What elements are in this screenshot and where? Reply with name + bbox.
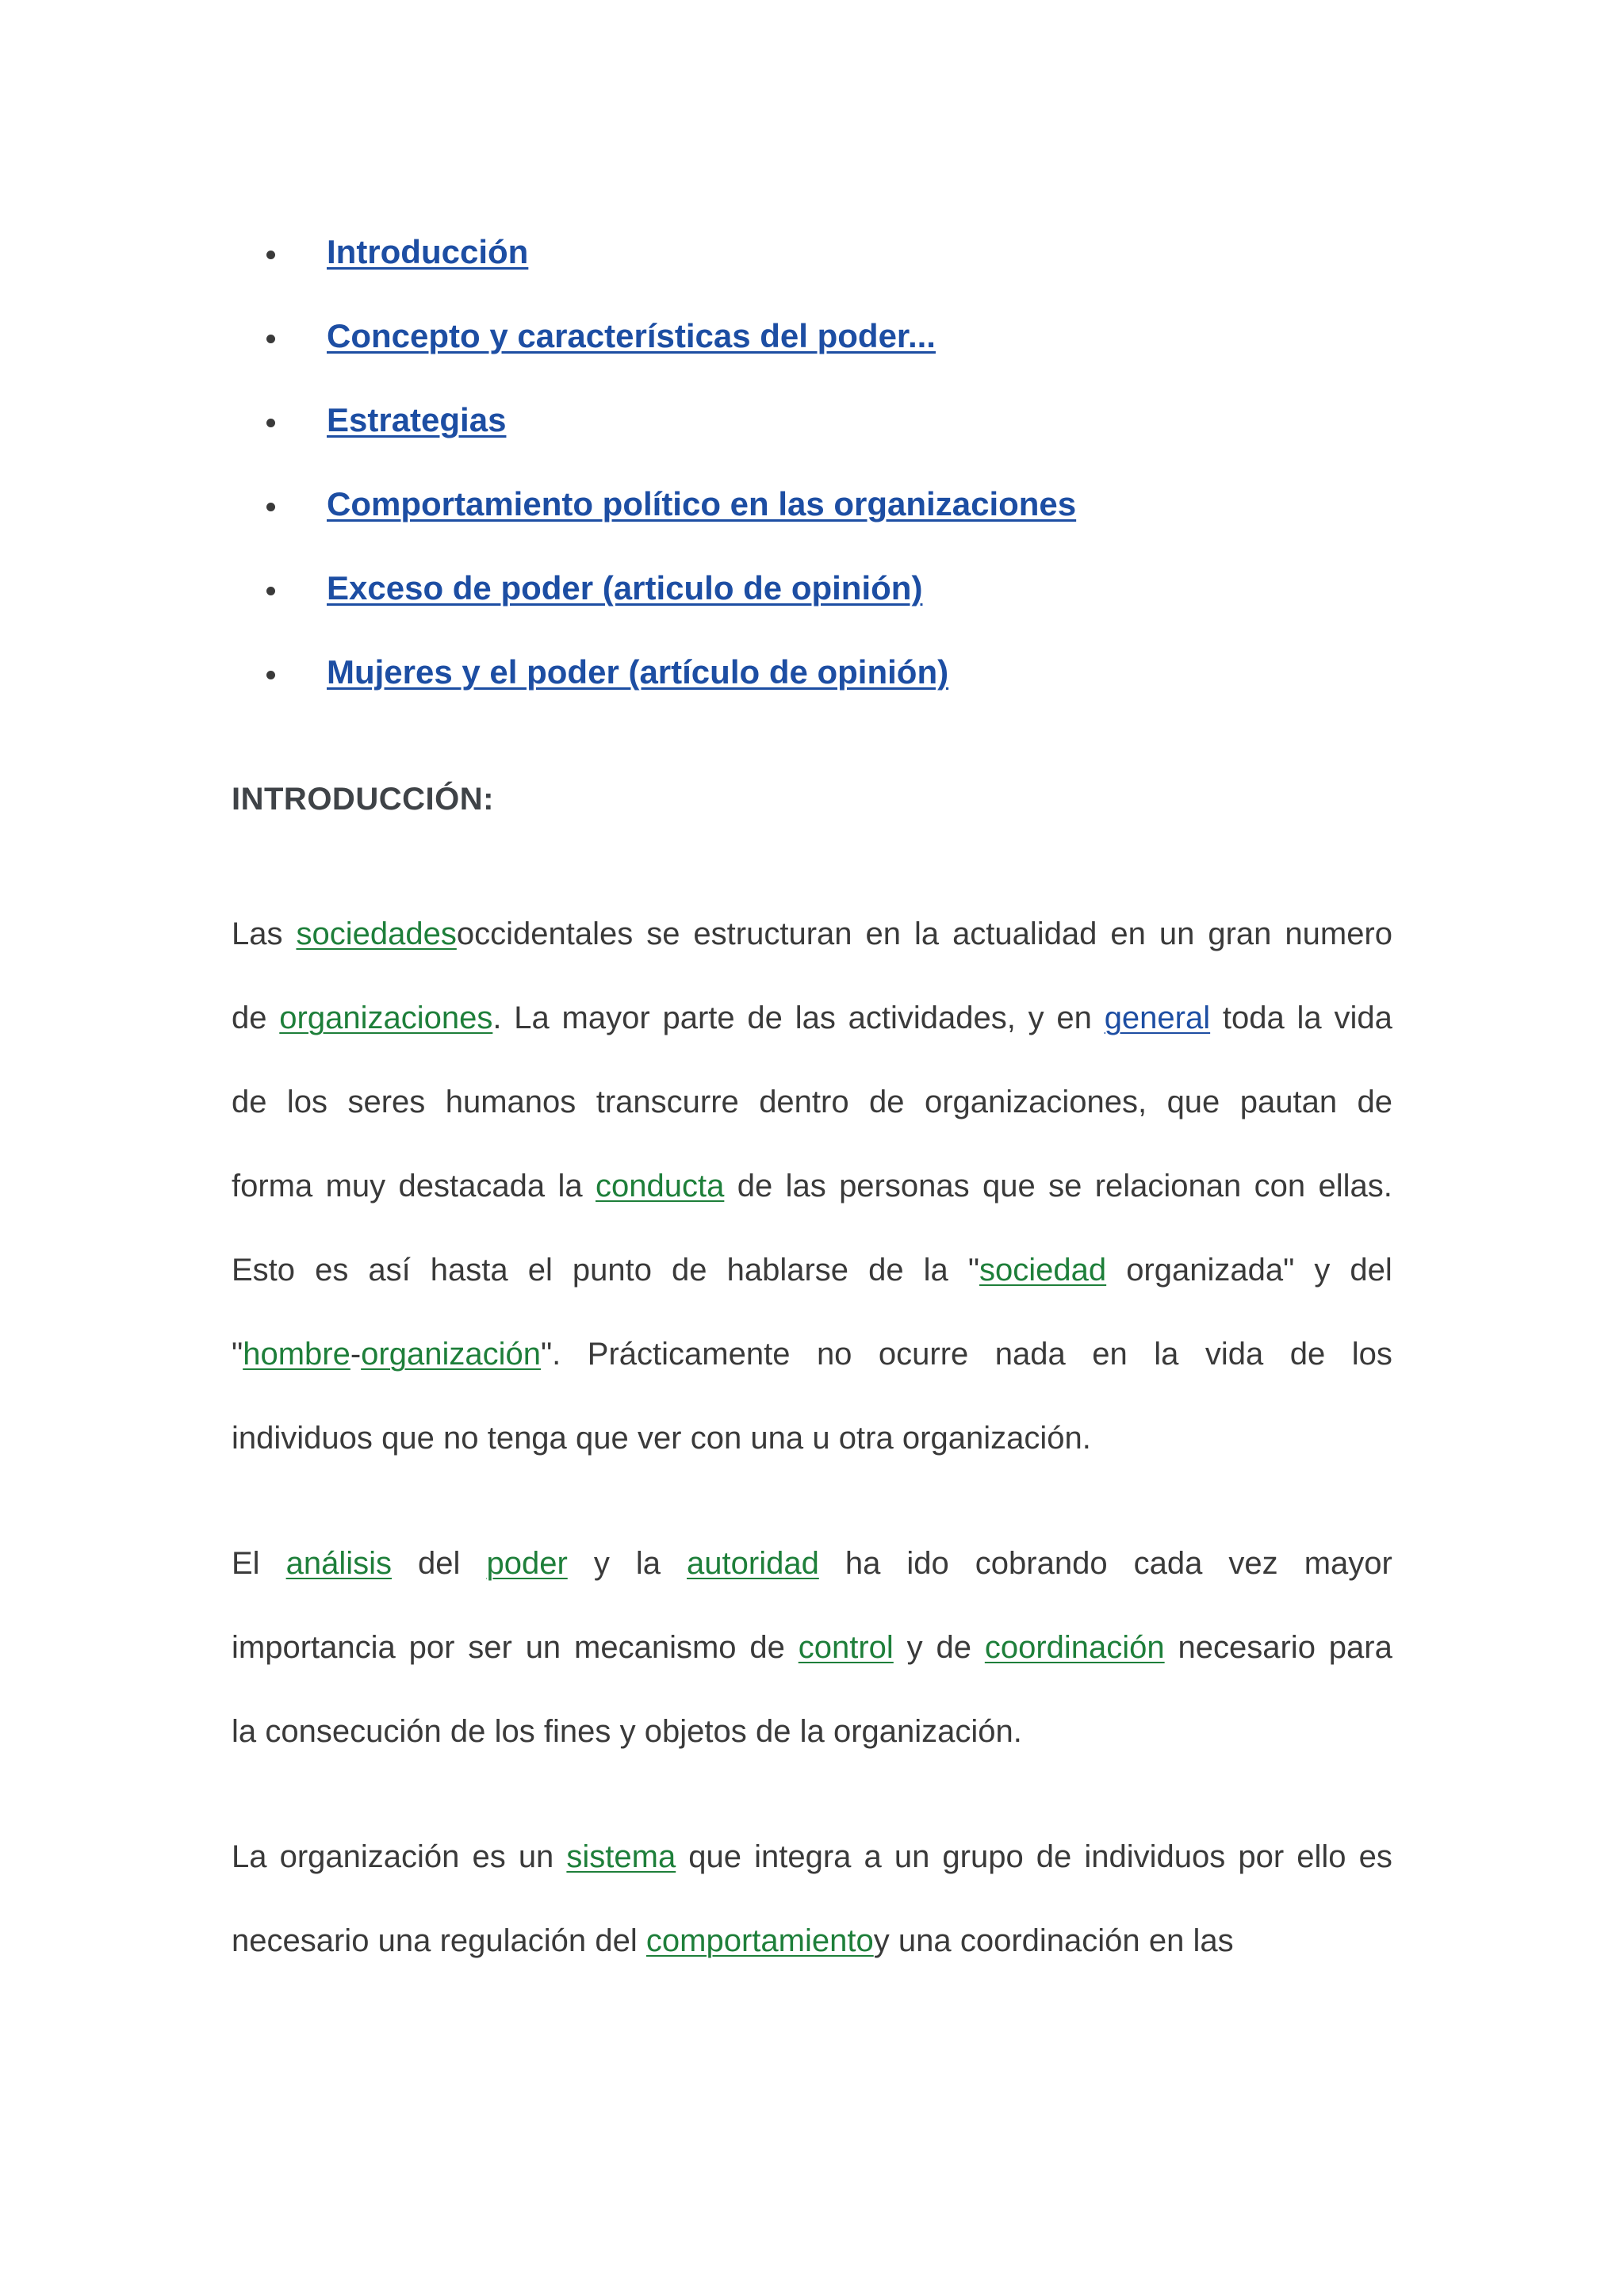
word: punto bbox=[572, 1253, 652, 1288]
word: gran bbox=[1208, 916, 1272, 951]
toc-item bbox=[270, 312, 1459, 396]
bullet-icon bbox=[266, 503, 275, 511]
word: cada bbox=[1133, 1546, 1203, 1581]
word: una bbox=[898, 1923, 952, 1958]
word: mayor bbox=[1304, 1546, 1392, 1581]
word: numero bbox=[1285, 916, 1392, 951]
word: otra bbox=[838, 1421, 894, 1456]
word bbox=[596, 1162, 724, 1246]
word: "hombre-organización". bbox=[232, 1337, 561, 1372]
word: los bbox=[286, 1085, 328, 1119]
text-line bbox=[232, 1624, 1392, 1708]
paragraph-3 bbox=[232, 1833, 1392, 2001]
word: en bbox=[865, 916, 901, 951]
word: organización. bbox=[902, 1421, 1091, 1456]
paragraph-1 bbox=[232, 910, 1392, 1498]
word: un bbox=[525, 1630, 561, 1665]
word: toda bbox=[1222, 1001, 1285, 1035]
word bbox=[286, 1540, 392, 1624]
toc-item bbox=[270, 649, 1459, 733]
word: organización. bbox=[833, 1714, 1022, 1749]
inline-link[interactable]: organizaciones bbox=[279, 1001, 493, 1035]
text-line bbox=[232, 1540, 1392, 1624]
word: dentro bbox=[759, 1085, 849, 1119]
toc-link-comportamiento[interactable]: Comportamiento político en las organizaciones bbox=[327, 485, 1077, 522]
word: y bbox=[619, 1714, 636, 1749]
word: no bbox=[443, 1421, 479, 1456]
inline-link[interactable]: coordinación bbox=[984, 1630, 1165, 1665]
word: de bbox=[672, 1253, 707, 1288]
bullet-icon bbox=[266, 671, 275, 679]
word: de bbox=[450, 1714, 486, 1749]
text-line bbox=[232, 1078, 1392, 1162]
word: que bbox=[688, 1839, 742, 1874]
word: la bbox=[923, 1253, 948, 1288]
word: nada bbox=[994, 1337, 1066, 1372]
word: del bbox=[418, 1546, 461, 1581]
bullet-icon bbox=[266, 587, 275, 595]
word: de bbox=[747, 1001, 783, 1035]
word: individuos bbox=[1084, 1839, 1226, 1874]
word: humanos bbox=[445, 1085, 576, 1119]
word: así bbox=[368, 1253, 411, 1288]
word: la bbox=[914, 916, 940, 951]
inline-link[interactable]: sistema bbox=[566, 1839, 676, 1874]
word: necesario bbox=[232, 1923, 370, 1958]
word: de bbox=[232, 1085, 267, 1119]
inline-link[interactable]: control bbox=[798, 1630, 894, 1665]
word: con bbox=[690, 1421, 742, 1456]
inline-link[interactable]: hombre bbox=[243, 1337, 350, 1372]
text-line bbox=[232, 1246, 1392, 1330]
word: de bbox=[737, 1169, 773, 1203]
word: organizaciones, bbox=[924, 1085, 1147, 1119]
word: a bbox=[864, 1839, 882, 1874]
word: forma bbox=[232, 1169, 313, 1203]
word: parte bbox=[662, 1001, 735, 1035]
word: ido bbox=[906, 1546, 949, 1581]
inline-link[interactable]: general bbox=[1104, 1001, 1211, 1035]
inline-link[interactable]: sociedades bbox=[296, 916, 457, 951]
word: seres bbox=[347, 1085, 426, 1119]
word: que bbox=[576, 1421, 629, 1456]
toc-item bbox=[270, 564, 1459, 649]
word: que bbox=[982, 1169, 1036, 1203]
toc-link-introduccion[interactable]: Introducción bbox=[327, 233, 529, 270]
word: Las bbox=[232, 916, 283, 951]
word: comportamientoy bbox=[645, 1923, 890, 1958]
word: para bbox=[1328, 1630, 1392, 1665]
word: un bbox=[894, 1839, 930, 1874]
word: organizada" bbox=[1126, 1253, 1295, 1288]
word bbox=[1105, 994, 1210, 1078]
word: importancia bbox=[232, 1630, 396, 1665]
word: de bbox=[1289, 1337, 1326, 1372]
text-line bbox=[232, 1162, 1392, 1246]
word: del bbox=[595, 1923, 638, 1958]
word: una bbox=[750, 1421, 804, 1456]
word: de bbox=[1357, 1085, 1392, 1119]
inline-link[interactable]: análisis bbox=[285, 1546, 393, 1581]
word: relacionan bbox=[1094, 1169, 1242, 1203]
word: que bbox=[1166, 1085, 1220, 1119]
word: organizaciones. bbox=[279, 1001, 502, 1035]
word: ver bbox=[637, 1421, 682, 1456]
word: La bbox=[514, 1001, 550, 1035]
toc-item bbox=[270, 228, 1459, 312]
word: la bbox=[799, 1714, 825, 1749]
word: de bbox=[1036, 1839, 1072, 1874]
word: coordinación bbox=[959, 1923, 1140, 1958]
word: Prácticamente bbox=[587, 1337, 791, 1372]
word: las bbox=[785, 1169, 826, 1203]
bullet-icon bbox=[266, 419, 275, 427]
word: es bbox=[315, 1253, 349, 1288]
word: organización bbox=[279, 1839, 460, 1874]
text-line bbox=[232, 994, 1392, 1078]
toc-link-exceso[interactable]: Exceso de poder (articulo de opinión) bbox=[327, 569, 923, 607]
word: vez bbox=[1228, 1546, 1278, 1581]
text-line bbox=[232, 910, 1392, 994]
word: personas bbox=[839, 1169, 970, 1203]
word: de bbox=[868, 1253, 904, 1288]
word: individuos bbox=[232, 1421, 373, 1456]
word: por bbox=[1238, 1839, 1285, 1874]
word: la bbox=[635, 1546, 661, 1581]
word: La bbox=[232, 1839, 267, 1874]
word bbox=[566, 1833, 676, 1917]
word: consecución bbox=[265, 1714, 442, 1749]
word: regulación bbox=[439, 1923, 587, 1958]
word: las bbox=[1193, 1923, 1234, 1958]
word: "sociedad bbox=[967, 1253, 1107, 1288]
word: en bbox=[1110, 916, 1146, 951]
word: de bbox=[749, 1630, 785, 1665]
word: de bbox=[232, 1001, 267, 1035]
word: no bbox=[816, 1337, 852, 1372]
word: que bbox=[381, 1421, 435, 1456]
word: de bbox=[869, 1085, 905, 1119]
word: el bbox=[527, 1253, 553, 1288]
word: un bbox=[518, 1839, 554, 1874]
word: estructuran bbox=[693, 916, 852, 951]
word: fines bbox=[543, 1714, 611, 1749]
text-line bbox=[232, 1708, 1392, 1792]
word: El bbox=[232, 1546, 260, 1581]
word: u bbox=[812, 1421, 830, 1456]
word: y bbox=[1028, 1001, 1044, 1035]
section-title: INTRODUCCIÓN: bbox=[232, 782, 494, 817]
word: grupo bbox=[942, 1839, 1024, 1874]
word: vida bbox=[1334, 1001, 1392, 1035]
word: cobrando bbox=[975, 1546, 1108, 1581]
inline-link[interactable]: comportamiento bbox=[645, 1923, 874, 1958]
word: hasta bbox=[430, 1253, 508, 1288]
bullet-icon bbox=[266, 335, 275, 343]
word: ser bbox=[468, 1630, 512, 1665]
word: ello bbox=[1297, 1839, 1346, 1874]
word: actualidad bbox=[952, 916, 1097, 951]
word: destacada bbox=[398, 1169, 546, 1203]
word: de bbox=[936, 1630, 971, 1665]
word: vida bbox=[1205, 1337, 1264, 1372]
word: mayor bbox=[561, 1001, 650, 1035]
word: objetos bbox=[644, 1714, 747, 1749]
text-line bbox=[232, 1917, 1392, 2001]
word: un bbox=[1159, 916, 1195, 951]
word: en bbox=[1092, 1337, 1128, 1372]
toc-item bbox=[270, 396, 1459, 480]
word: sociedadesoccidentales bbox=[296, 916, 634, 951]
word: de bbox=[755, 1714, 791, 1749]
toc-link-concepto[interactable]: Concepto y características del poder... bbox=[327, 317, 936, 354]
text-line bbox=[232, 1330, 1392, 1414]
word: con bbox=[1254, 1169, 1306, 1203]
word: y bbox=[906, 1630, 923, 1665]
word: tenga bbox=[487, 1421, 567, 1456]
word: muy bbox=[325, 1169, 386, 1203]
word: en bbox=[1148, 1923, 1185, 1958]
word: mecanismo bbox=[574, 1630, 737, 1665]
toc-link-mujeres[interactable]: Mujeres y el poder (artículo de opinión) bbox=[327, 653, 949, 691]
bullet-icon bbox=[266, 251, 275, 259]
word: es bbox=[1358, 1839, 1392, 1874]
word: en bbox=[1056, 1001, 1092, 1035]
word bbox=[985, 1624, 1165, 1708]
table-of-contents bbox=[270, 228, 1459, 733]
text-line bbox=[232, 1414, 1392, 1498]
word: ocurre bbox=[878, 1337, 969, 1372]
word: por bbox=[408, 1630, 455, 1665]
word: y bbox=[1314, 1253, 1331, 1288]
word: se bbox=[1048, 1169, 1082, 1203]
inline-link[interactable]: conducta bbox=[596, 1169, 725, 1203]
word: necesario bbox=[1178, 1630, 1316, 1665]
word: la bbox=[557, 1169, 583, 1203]
word: pautan bbox=[1239, 1085, 1338, 1119]
word bbox=[799, 1624, 894, 1708]
word: los bbox=[1351, 1337, 1392, 1372]
word bbox=[486, 1540, 567, 1624]
toc-item bbox=[270, 480, 1459, 564]
word: se bbox=[646, 916, 680, 951]
word: integra bbox=[754, 1839, 852, 1874]
word: ellas. bbox=[1318, 1169, 1392, 1203]
word: la bbox=[232, 1714, 257, 1749]
word: actividades, bbox=[848, 1001, 1016, 1035]
word: ha bbox=[845, 1546, 881, 1581]
word: la bbox=[1297, 1001, 1322, 1035]
inline-link[interactable]: sociedad bbox=[979, 1253, 1107, 1288]
inline-link[interactable]: poder bbox=[486, 1546, 568, 1581]
word: la bbox=[1154, 1337, 1179, 1372]
word bbox=[687, 1540, 819, 1624]
toc-link-estrategias[interactable]: Estrategias bbox=[327, 401, 507, 438]
word: los bbox=[494, 1714, 535, 1749]
word: hablarse bbox=[726, 1253, 849, 1288]
word: Esto bbox=[232, 1253, 296, 1288]
inline-link[interactable]: organización bbox=[361, 1337, 541, 1372]
paragraph-2 bbox=[232, 1540, 1392, 1792]
text-line bbox=[232, 1833, 1392, 1917]
word: una bbox=[377, 1923, 431, 1958]
word: las bbox=[795, 1001, 836, 1035]
word: transcurre bbox=[596, 1085, 739, 1119]
inline-link[interactable]: autoridad bbox=[687, 1546, 819, 1581]
word: y bbox=[593, 1546, 610, 1581]
word: del bbox=[1350, 1253, 1392, 1288]
word: es bbox=[472, 1839, 506, 1874]
